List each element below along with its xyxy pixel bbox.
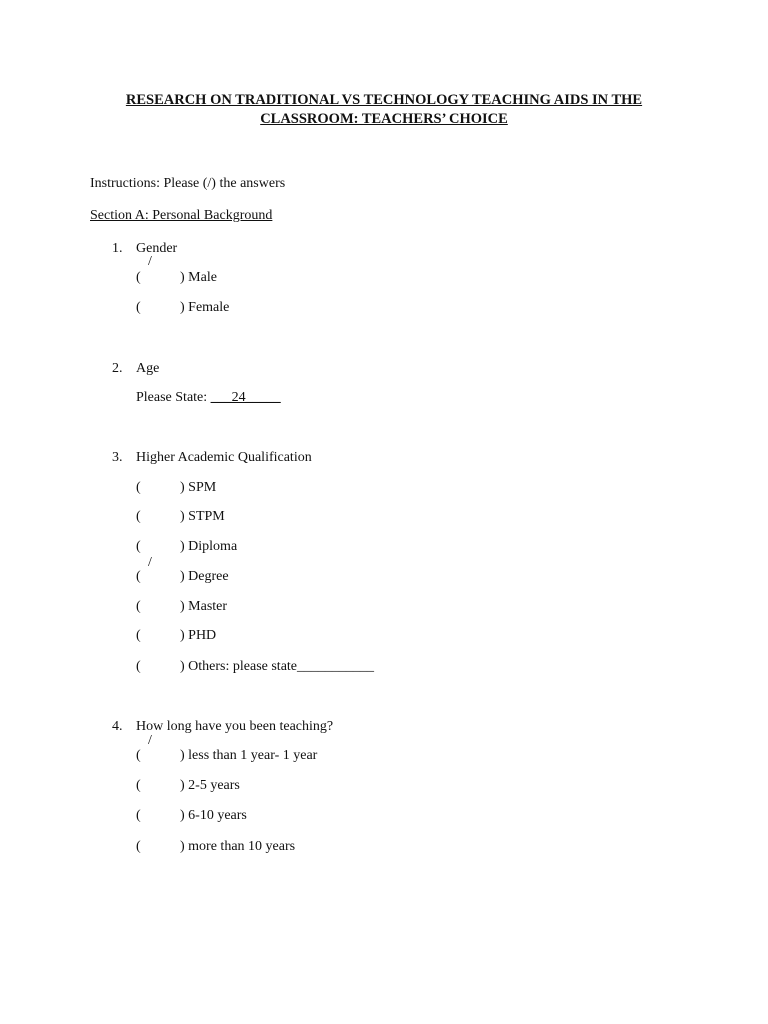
option-label: ) STPM bbox=[180, 509, 225, 524]
option-label: ) Male bbox=[180, 270, 217, 285]
question-3-label: Higher Academic Qualification bbox=[136, 450, 312, 465]
option-checkbox-open[interactable]: ( bbox=[136, 539, 141, 554]
option-checkbox-open[interactable]: ( bbox=[136, 748, 141, 763]
option-label: ) Degree bbox=[180, 569, 229, 584]
option-checkbox-open[interactable]: ( bbox=[136, 599, 141, 614]
option-label: ) Master bbox=[180, 599, 228, 614]
option-checkbox-open[interactable]: ( bbox=[136, 778, 141, 793]
question-1-label: Gender bbox=[136, 241, 178, 256]
option-label: ) less than 1 year- 1 year bbox=[180, 748, 318, 763]
answer-tick-mark: / bbox=[148, 254, 152, 269]
option-label: ) more than 10 years bbox=[180, 839, 296, 854]
question-4-label: How long have you been teaching? bbox=[136, 719, 334, 734]
age-answer[interactable]: ___24_____ bbox=[210, 390, 281, 405]
document-title-line-1: RESEARCH ON TRADITIONAL VS TECHNOLOGY TEACHING AIDS IN THE bbox=[125, 92, 643, 108]
option-checkbox-open[interactable]: ( bbox=[136, 628, 141, 643]
question-2-label: Age bbox=[136, 361, 160, 376]
question-4-number: 4. bbox=[112, 719, 123, 734]
answer-tick-mark: / bbox=[148, 555, 152, 570]
option-label: ) SPM bbox=[180, 480, 217, 495]
option-label: ) PHD bbox=[180, 628, 217, 643]
question-3-number: 3. bbox=[112, 450, 123, 465]
section-heading: Section A: Personal Background bbox=[90, 208, 273, 223]
option-label: ) Female bbox=[180, 300, 230, 315]
question-1-number: 1. bbox=[112, 241, 123, 256]
age-field[interactable] bbox=[136, 390, 281, 406]
option-checkbox-open[interactable]: ( bbox=[136, 509, 141, 524]
document-title-line-2: CLASSROOM: TEACHERS’ CHOICE bbox=[260, 111, 508, 127]
option-checkbox-open[interactable]: ( bbox=[136, 480, 141, 495]
option-checkbox-open[interactable]: ( bbox=[136, 270, 141, 285]
option-checkbox-open[interactable]: ( bbox=[136, 808, 141, 823]
option-label: ) 6-10 years bbox=[180, 808, 247, 823]
instructions-text: Instructions: Please (/) the answers bbox=[90, 176, 286, 191]
option-label: ) Diploma bbox=[180, 539, 238, 554]
option-label: ) 2-5 years bbox=[180, 778, 240, 793]
option-label: ) Others: please state___________ bbox=[180, 659, 375, 674]
age-prompt: Please State: bbox=[136, 390, 211, 405]
option-checkbox-open[interactable]: ( bbox=[136, 659, 141, 674]
option-checkbox-open[interactable]: ( bbox=[136, 839, 141, 854]
option-checkbox-open[interactable]: ( bbox=[136, 569, 141, 584]
question-2-number: 2. bbox=[112, 361, 123, 376]
answer-tick-mark: / bbox=[148, 733, 152, 748]
option-checkbox-open[interactable]: ( bbox=[136, 300, 141, 315]
